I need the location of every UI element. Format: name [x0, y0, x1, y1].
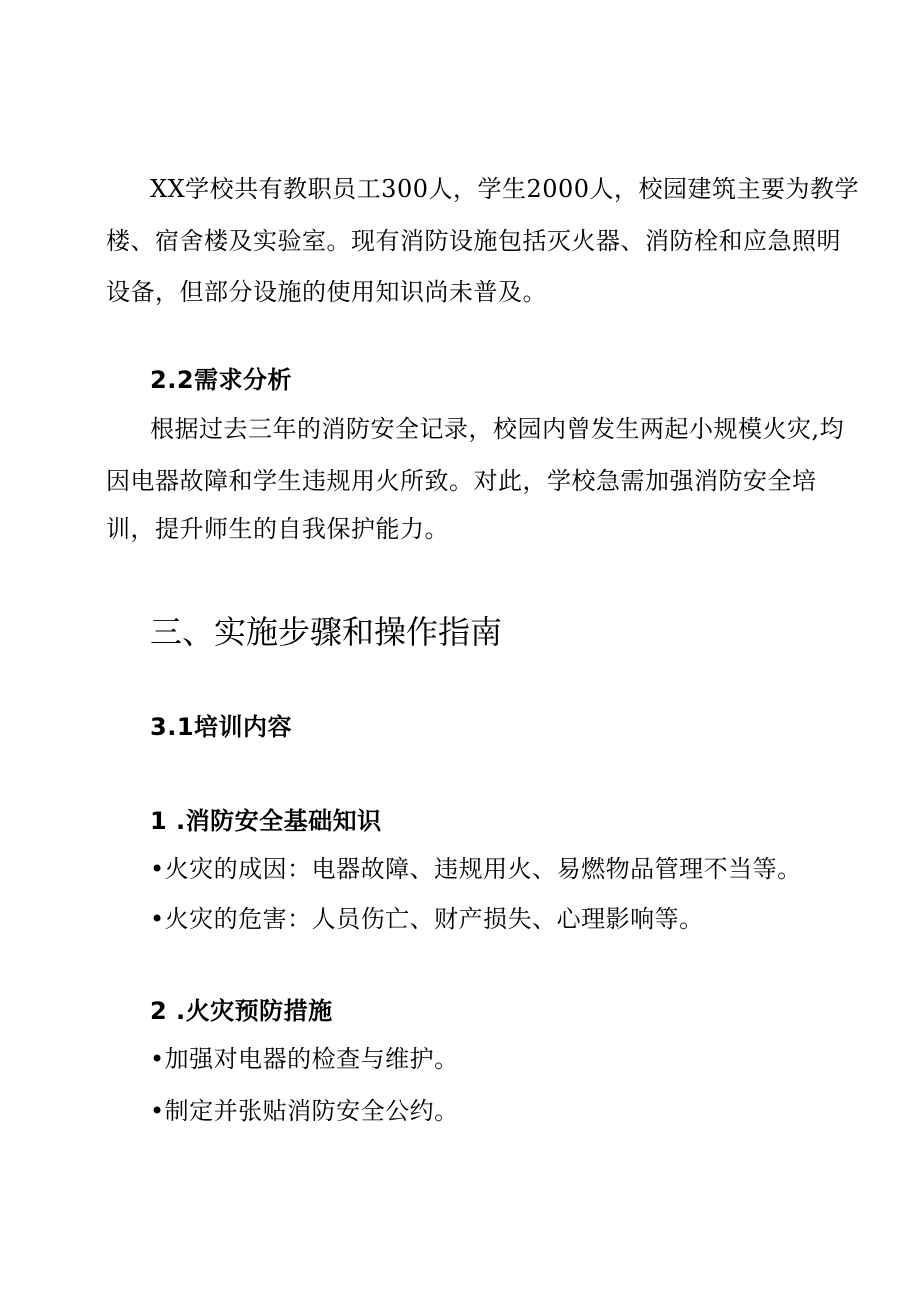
- section-heading: 3.1培训内容: [150, 713, 293, 741]
- paragraph-line: 楼、宿舍楼及实验室。现有消防设施包括灭火器、消防栓和应急照明: [106, 227, 841, 255]
- bullet-item: •火灾的成因：电器故障、违规用火、易燃物品管理不当等。: [150, 855, 802, 883]
- list-item-title: 1 .消防安全基础知识: [150, 807, 382, 835]
- bullet-item: •制定并张贴消防安全公约。: [150, 1097, 459, 1125]
- paragraph-line: 因电器故障和学生违规用火所致。对此，学校急需加强消防安全培: [106, 467, 817, 495]
- paragraph-line: 根据过去三年的消防安全记录，校园内曾发生两起小规模火灾,均: [150, 415, 845, 443]
- list-item-title: 2 .火灾预防措施: [150, 997, 333, 1025]
- paragraph-line: 训，提升师生的自我保护能力。: [106, 515, 449, 543]
- bullet-item: •加强对电器的检查与维护。: [150, 1045, 459, 1073]
- bullet-item: •火灾的危害：人员伤亡、财产损失、心理影响等。: [150, 905, 704, 933]
- chapter-title: 三、实施步骤和操作指南: [150, 613, 503, 651]
- paragraph-line: 设备，但部分设施的使用知识尚未普及。: [106, 278, 547, 306]
- paragraph-line: XX学校共有教职员工300人，学生2000人，校园建筑主要为教学: [150, 175, 860, 203]
- section-heading: 2.2需求分析: [150, 366, 293, 394]
